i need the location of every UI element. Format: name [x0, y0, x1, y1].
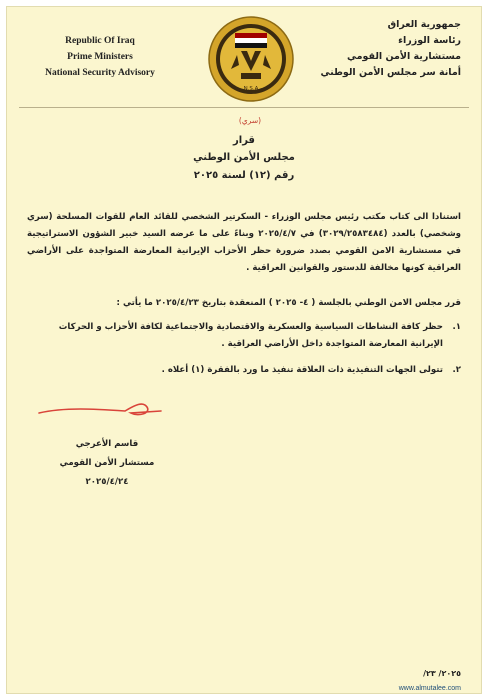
body-paragraph: استنادا الى كتاب مكتب رئيس مجلس الوزراء - السكرتير الشخصي للقائد العام للقوات المسلحة (سري وشخصي) بالعدد (٣٠٢٩/٢٥٨٣٤٨٤) في ٢٠٢٥/٤/٧ وبناءً على ما عرضه السيد خبير الشؤون الاستراتيجية في مستشارية الامن القومي بصدد ضرورة حظر الأحزاب الإيرانية المعارضة المتواجدة على الأراضي العراقية كونها مخالفة للدستور والقوانين العراقية .	[27, 212, 462, 273]
signatory-name: قاسم الأعرجي	[75, 439, 139, 449]
logo-bottom-text: N.S.A	[243, 86, 259, 92]
document-page	[6, 6, 482, 694]
signature-date: ٢٠٢٥/٤/٢٤	[85, 477, 129, 487]
header-english	[25, 33, 175, 81]
list-item-number: ٢.	[452, 365, 461, 375]
header-arabic-line-4: أمانة سر مجلس الأمن الوطني	[320, 67, 461, 78]
resolution-line: قرر مجلس الامن الوطني بالجلسة ( ٤- ٢٠٢٥ ) المنعقدة بتاريخ ٢٠٢٥/٤/٢٣ ما يأتي :	[116, 298, 461, 308]
footer-date: ٢٠٢٥/ ٢٣/	[423, 669, 461, 678]
decision-number: رقم (١٢) لسنة ٢٠٢٥	[193, 170, 295, 181]
header-divider	[19, 107, 469, 108]
header-arabic-line-3: مستشارية الأمن القومي	[347, 51, 461, 62]
decision-title: قرار	[233, 135, 255, 146]
header-english-line-2: Prime Ministers	[67, 52, 133, 62]
list-item-number: ١.	[452, 322, 461, 332]
classification-stamp: (سري)	[238, 116, 262, 125]
list-item-text: تتولى الجهات التنفيذية ذات العلاقة تنفيذ ما ورد بالفقرة (١) أعلاه .	[161, 365, 443, 375]
header-english-line-1: Republic Of Iraq	[65, 36, 135, 46]
signatory-title: مستشار الأمن القومي	[59, 458, 155, 468]
list-item	[27, 362, 461, 379]
header-arabic	[311, 17, 461, 81]
header-english-line-3: National Security Advisory	[45, 68, 155, 78]
header-arabic-line-2: رئاسة الوزراء	[398, 35, 461, 46]
header-arabic-line-1: جمهورية العراق	[387, 19, 461, 30]
list-item	[27, 319, 461, 353]
list-item-text: حظر كافة النشاطات السياسية والعسكرية والاقتصادية والاجتماعية لكافة الأحزاب و الحركات الإيرانية المعارضة المتواجدة داخل الأراضي العراقية .	[58, 322, 443, 349]
nsa-seal-icon	[207, 15, 295, 107]
handwritten-signature	[35, 397, 165, 427]
watermark-url: www.almutalee.com	[398, 685, 461, 692]
decision-council: مجلس الأمن الوطني	[193, 152, 295, 163]
